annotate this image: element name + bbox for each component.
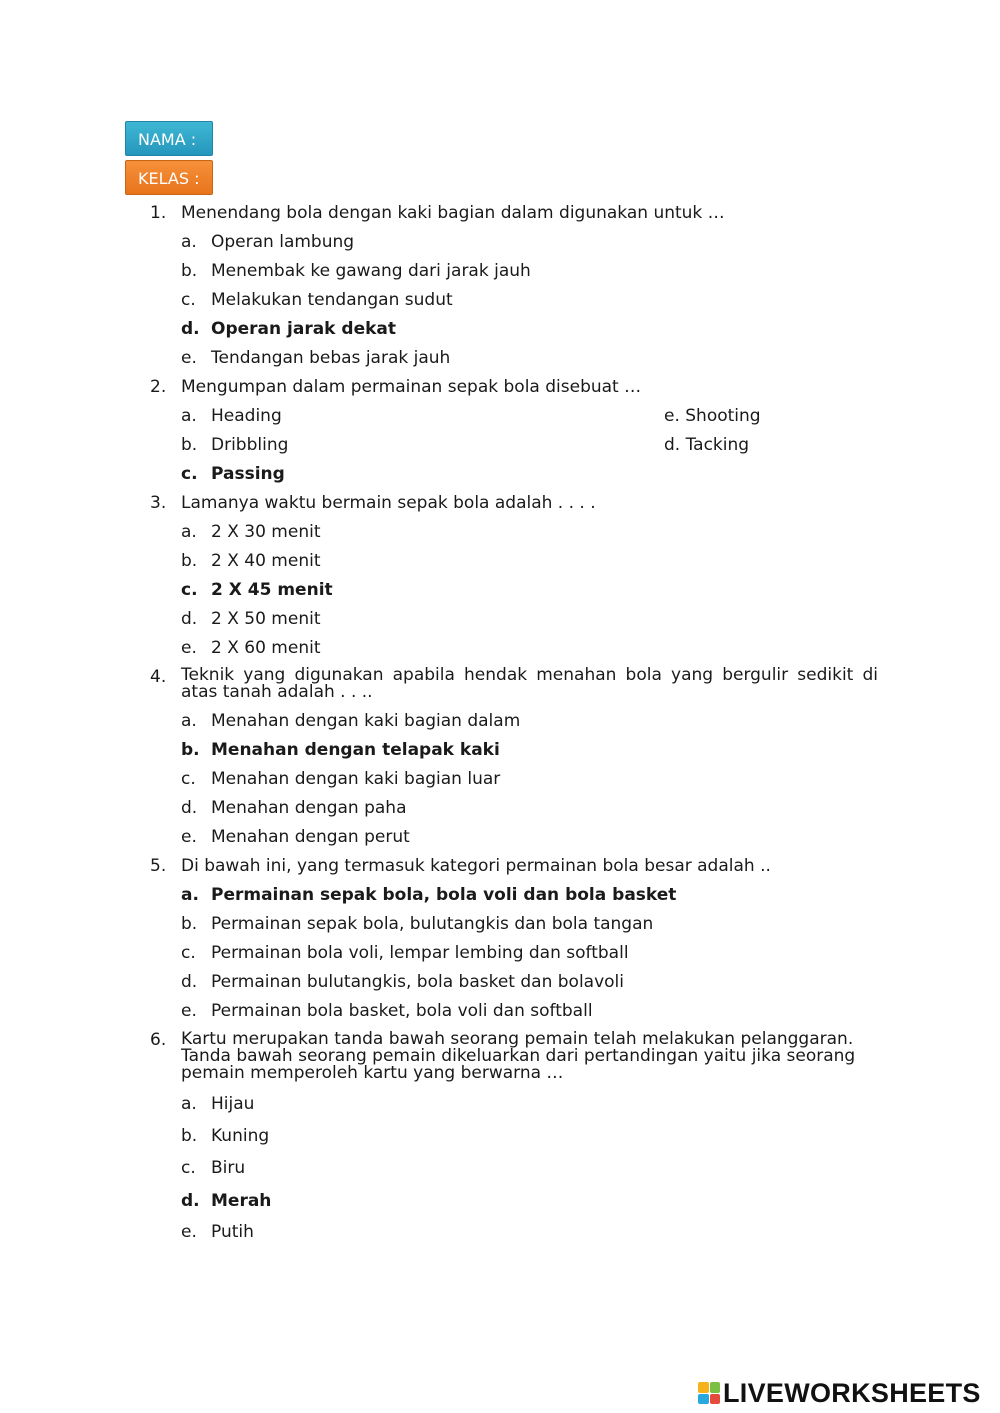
option-text: Permainan bola voli, lempar lembing dan softball — [211, 943, 629, 963]
option-letter: e. — [181, 1222, 197, 1242]
option-text: Heading — [211, 406, 282, 426]
option-letter: e. — [181, 348, 197, 368]
option-letter: d. — [181, 319, 200, 339]
option-text: Menahan dengan kaki bagian luar — [211, 769, 501, 789]
logo-square-icon — [698, 1382, 709, 1393]
option-text: Putih — [211, 1222, 254, 1242]
option-text-answer: Operan jarak dekat — [211, 319, 397, 339]
option-right: d. Tacking — [664, 435, 750, 455]
option-text: Kuning — [211, 1126, 270, 1146]
question-number: 5. — [150, 856, 167, 876]
option-text: Permainan sepak bola, bulutangkis dan bola tangan — [211, 914, 654, 934]
option-text-answer: Permainan sepak bola, bola voli dan bola basket — [211, 885, 677, 905]
option-letter: b. — [181, 551, 198, 571]
option-letter: d. — [181, 972, 198, 992]
logo-square-icon — [710, 1382, 721, 1393]
question-number: 4. — [150, 667, 167, 687]
question-text: Menendang bola dengan kaki bagian dalam digunakan untuk … — [181, 203, 725, 223]
option-text-answer: Menahan dengan telapak kaki — [211, 740, 500, 760]
option-letter: d. — [181, 1191, 200, 1211]
question-number: 3. — [150, 493, 167, 513]
question-text: Lamanya waktu bermain sepak bola adalah . . . . — [181, 493, 596, 513]
liveworksheets-logo-icon — [698, 1382, 720, 1404]
option-letter: c. — [181, 943, 196, 963]
logo-square-icon — [710, 1394, 721, 1405]
option-letter: b. — [181, 1126, 198, 1146]
option-letter: b. — [181, 740, 200, 760]
option-text-answer: 2 X 45 menit — [211, 580, 333, 600]
option-text: Menembak ke gawang dari jarak jauh — [211, 261, 531, 281]
question-number: 1. — [150, 203, 167, 223]
option-text: Menahan dengan kaki bagian dalam — [211, 711, 521, 731]
option-letter: b. — [181, 261, 198, 281]
option-text: Biru — [211, 1158, 246, 1178]
option-text: 2 X 40 menit — [211, 551, 321, 571]
option-letter: a. — [181, 232, 197, 252]
option-text-answer: Merah — [211, 1191, 272, 1211]
option-text: 2 X 30 menit — [211, 522, 321, 542]
question-text: Mengumpan dalam permainan sepak bola disebuat … — [181, 377, 642, 397]
option-letter: a. — [181, 885, 199, 905]
option-letter: e. — [181, 1001, 197, 1021]
option-text: Tendangan bebas jarak jauh — [211, 348, 451, 368]
question-text: Teknik yang digunakan apabila hendak menahan bola yang bergulir sedikit di atas tanah adalah . . .. — [181, 665, 878, 702]
option-text: Permainan bola basket, bola voli dan softball — [211, 1001, 593, 1021]
option-text: 2 X 50 menit — [211, 609, 321, 629]
option-letter: a. — [181, 522, 197, 542]
option-letter: a. — [181, 711, 197, 731]
option-text: Menahan dengan paha — [211, 798, 407, 818]
question-text: Di bawah ini, yang termasuk kategori permainan bola besar adalah .. — [181, 856, 771, 876]
option-text: Menahan dengan perut — [211, 827, 410, 847]
option-letter: c. — [181, 769, 196, 789]
option-text: Hijau — [211, 1094, 255, 1114]
option-letter: e. — [181, 638, 197, 658]
logo-square-icon — [698, 1394, 709, 1405]
option-letter: d. — [181, 798, 198, 818]
option-right: e. Shooting — [664, 406, 761, 426]
option-letter: c. — [181, 1158, 196, 1178]
option-text: Melakukan tendangan sudut — [211, 290, 453, 310]
option-letter: a. — [181, 406, 197, 426]
question-text: Kartu merupakan tanda bawah seorang pemain telah melakukan pelanggaran. Tanda bawah seorang pemain dikeluarkan dari pertandingan yaitu jika seorang pemain memperoleh kartu yang berwarna … — [181, 1029, 856, 1083]
kelas-label: KELAS : — [125, 160, 213, 195]
option-letter: b. — [181, 435, 198, 455]
option-letter: d. — [181, 609, 198, 629]
question-number: 2. — [150, 377, 167, 397]
option-text: Operan lambung — [211, 232, 355, 252]
option-letter: e. — [181, 827, 197, 847]
liveworksheets-logo[interactable] — [698, 1380, 981, 1406]
option-letter: c. — [181, 580, 198, 600]
option-text: Permainan bulutangkis, bola basket dan bolavoli — [211, 972, 625, 992]
option-text: Dribbling — [211, 435, 289, 455]
nama-label: NAMA : — [125, 121, 213, 156]
option-letter: b. — [181, 914, 198, 934]
option-letter: c. — [181, 290, 196, 310]
option-text: 2 X 60 menit — [211, 638, 321, 658]
option-letter: a. — [181, 1094, 197, 1114]
option-text-answer: Passing — [211, 464, 285, 484]
option-letter: c. — [181, 464, 198, 484]
question-number: 6. — [150, 1030, 167, 1050]
logo-text: LIVEWORKSHEETS — [723, 1378, 981, 1408]
